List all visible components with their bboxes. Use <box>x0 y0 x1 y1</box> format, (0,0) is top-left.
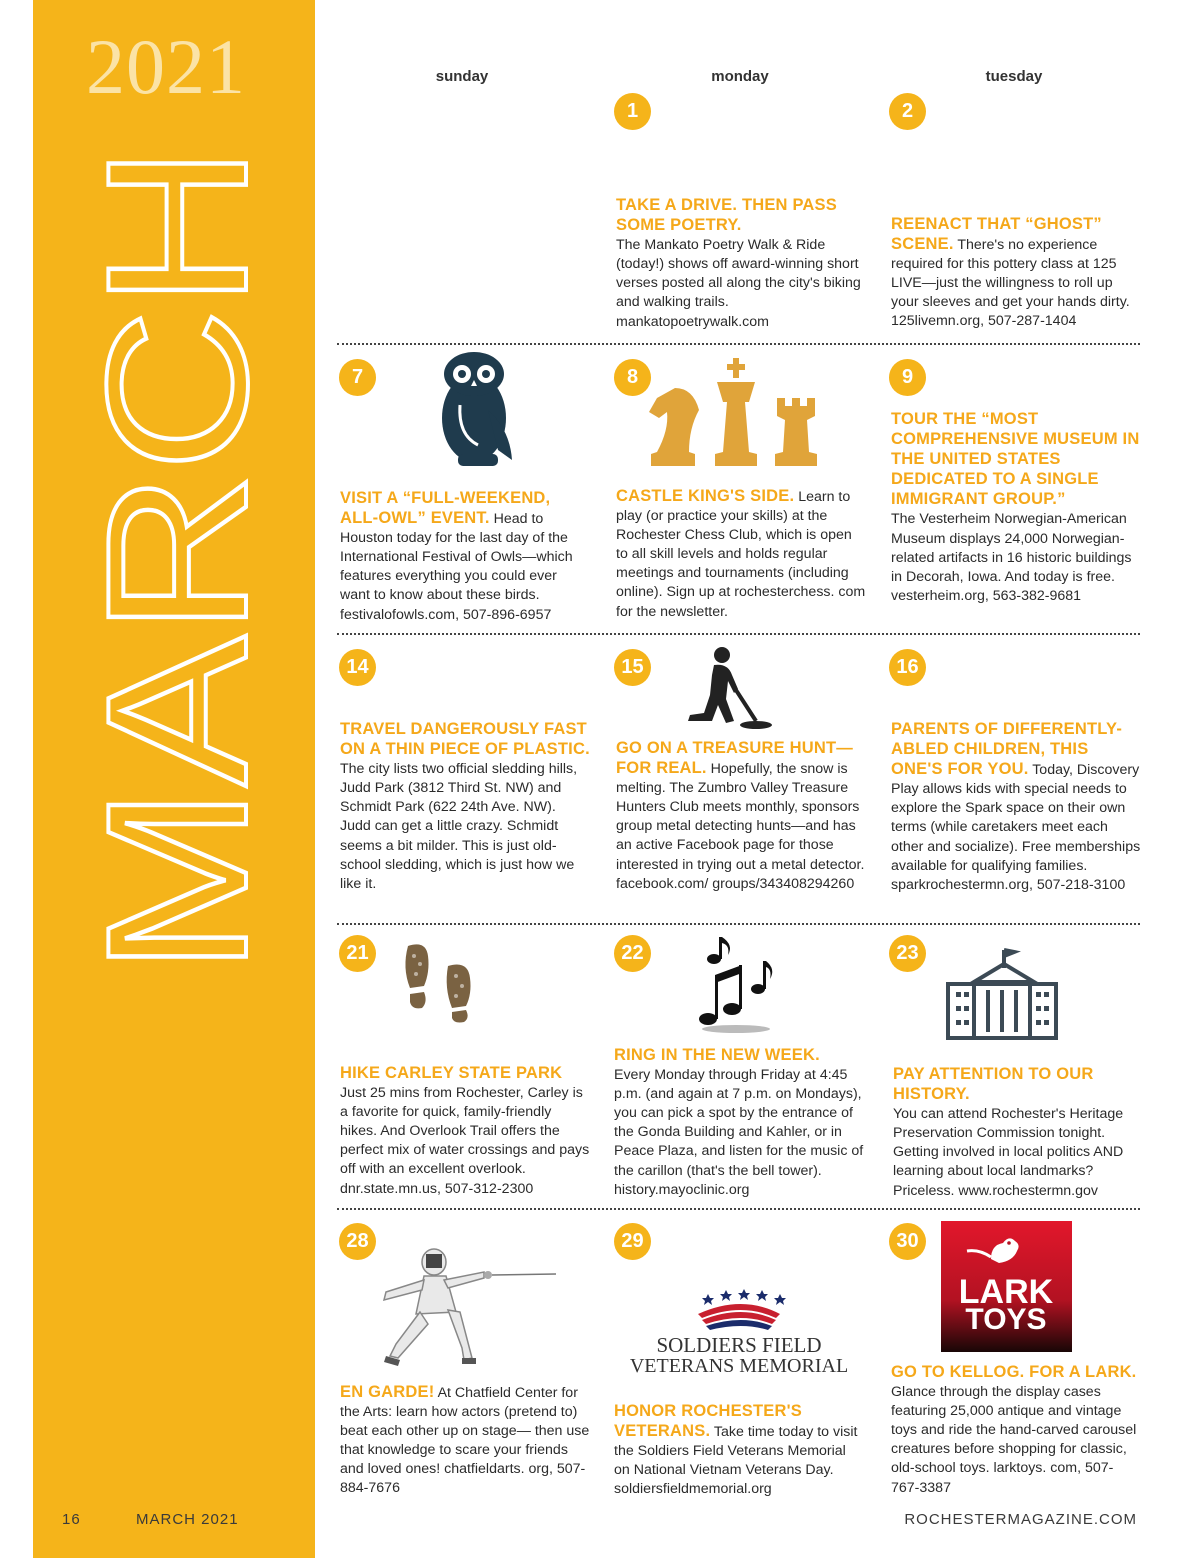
government-building-icon <box>944 946 1060 1042</box>
entry-title: GO TO KELLOG. FOR A LARK. <box>891 1363 1137 1381</box>
entry-day-16 <box>891 720 1141 895</box>
logo-line2: VETERANS MEMORIAL <box>629 1355 849 1377</box>
entry-body: Glance through the display cases featuring 25,000 antique and vintage toys and ride the hand-carved carousel creatures before shopping for classic, old-school toys. larktoys. com, 507-767-3387 <box>891 1384 1137 1496</box>
entry-body: The city lists two official sledding hills, Judd Park (3812 Third St. NW) and Schmidt Park (622 24th Ave. NW). Judd can get a little crazy. Schmidt seems a bit milder. This is just old-school sledding, which is just how we like it. <box>340 761 578 892</box>
entry-day-30 <box>891 1363 1141 1498</box>
entry-title: TOUR THE “MOST COMPREHENSIVE MUSEUM IN THE UNITED STATES DEDICATED TO A SINGLE IMMIGRANT GROUP.” <box>891 410 1140 509</box>
entry-day-28 <box>340 1383 590 1499</box>
entry-day-15 <box>616 739 866 894</box>
date-badge: 9 <box>889 359 926 396</box>
entry-day-22 <box>614 1046 864 1200</box>
date-badge: 15 <box>614 649 651 686</box>
month-title <box>66 140 289 980</box>
entry-body: Every Monday through Friday at 4:45 p.m. (and again at 7 p.m. on Mondays), you can pick a spot by the entrance of the Gonda Building and Kahler, or in Peace Plaza, and listen for the music of the carillon (that's the bell tower). history.mayoclinic.org <box>614 1067 864 1198</box>
date-badge: 2 <box>889 93 926 130</box>
entry-body: Take time today to visit the Soldiers Field Veterans Memorial on National Vietnam Veterans Day. soldiersfieldmemorial.org <box>614 1424 858 1498</box>
entry-body: Learn to play (or practice your skills) at the Rochester Chess Club, which is open to all skill levels and holds regular meetings and tournaments (including online). Sign up at rochesterchess. com for the newsletter. <box>616 489 866 620</box>
entry-title: GO ON A TREASURE HUNT— FOR REAL. <box>616 739 853 778</box>
entry-day-29 <box>614 1402 864 1499</box>
entry-body: The Mankato Poetry Walk & Ride (today!) shows off award-winning short verses posted all along the city's biking and walking trails. mankatopoetrywalk.com <box>616 237 861 330</box>
issue-label: MARCH 2021 <box>136 1511 239 1528</box>
row-divider <box>337 633 1140 635</box>
entry-title: REENACT THAT “GHOST” SCENE. <box>891 215 1102 254</box>
month-title-text: MARCH <box>66 241 289 975</box>
entry-title: PARENTS OF DIFFERENTLY-ABLED CHILDREN, THIS ONE'S FOR YOU. <box>891 720 1123 779</box>
entry-body: The Vesterheim Norwegian-American Museum displays 24,000 Norwegian-related artifacts in 16 historic buildings in Decorah, Iowa. And today is free. vesterheim.org, 563-382-9681 <box>891 511 1132 604</box>
music-notes-icon <box>694 935 776 1035</box>
logo-line2: TOYS <box>965 1303 1047 1336</box>
fencer-icon <box>376 1248 558 1370</box>
entry-title: CASTLE KING'S SIDE. <box>616 487 795 505</box>
entry-title: PAY ATTENTION TO OUR HISTORY. <box>893 1065 1094 1104</box>
lark-toys-logo <box>941 1221 1072 1352</box>
date-badge: 14 <box>339 649 376 686</box>
date-badge: 22 <box>614 935 651 972</box>
entry-body: Today, Discovery Play allows kids with special needs to explore the Spark space on their own terms (while caretakers meet each other and socialize). Free memberships available for qualifying families. sparkrochestermn.org, 507-218-3100 <box>891 762 1141 893</box>
year-title: 2021 <box>86 23 246 110</box>
entry-day-7 <box>340 489 590 625</box>
date-badge: 23 <box>889 935 926 972</box>
logo-line1: LARK <box>958 1273 1054 1311</box>
day-header-tuesday: tuesday <box>985 68 1043 85</box>
row-divider <box>337 1208 1140 1210</box>
day-header-sunday: sunday <box>435 68 489 85</box>
row-divider <box>337 343 1140 345</box>
soldiers-field-logo <box>629 1286 849 1378</box>
entry-title: RING IN THE NEW WEEK. <box>614 1046 820 1064</box>
entry-body: There's no experience required for this pottery class at 125 LIVE—just the willingness to roll up your sleeves and get your hands dirty. 125livemn.org, 507-287-1404 <box>891 237 1130 330</box>
page-number: 16 <box>62 1511 81 1528</box>
entry-day-2 <box>891 215 1141 332</box>
date-badge: 30 <box>889 1223 926 1260</box>
entry-body: Just 25 mins from Rochester, Carley is a favorite for quick, family-friendly hikes. And Overlook Trail offers the perfect mix of water crossings and pays off with an excellent overlook. dnr.state.mn.us, 507-312-2300 <box>340 1085 590 1197</box>
entry-day-9 <box>891 410 1141 606</box>
date-badge: 28 <box>339 1223 376 1260</box>
site-url[interactable]: ROCHESTERMAGAZINE.COM <box>904 1511 1137 1528</box>
metal-detector-icon <box>684 645 774 733</box>
entry-day-23 <box>893 1065 1143 1201</box>
date-badge: 21 <box>339 935 376 972</box>
row-divider <box>337 923 1140 925</box>
entry-title: HONOR ROCHESTER'S VETERANS. <box>614 1402 802 1441</box>
footprints-icon <box>398 942 482 1024</box>
date-badge: 7 <box>339 359 376 396</box>
chess-pieces-icon <box>645 358 831 470</box>
entry-title: TRAVEL DANGEROUSLY FAST ON A THIN PIECE OF PLASTIC. <box>340 720 590 759</box>
date-badge: 29 <box>614 1223 651 1260</box>
owl-icon <box>438 350 518 470</box>
entry-body: At Chatfield Center for the Arts: learn how actors (pretend to) beat each other up on stage— then use that knowledge to scare your friends and loved ones! chatfieldarts. org, 507-884-7676 <box>340 1385 590 1497</box>
entry-day-1 <box>616 196 866 332</box>
date-badge: 8 <box>614 359 651 396</box>
entry-body: You can attend Rochester's Heritage Preservation Commission tonight. Getting involved in local politics AND learning about local landmarks? Priceless. www.rochestermn.gov <box>893 1106 1124 1199</box>
entry-body: Head to Houston today for the last day of the International Festival of Owls—which features everything you could ever want to know about these birds. festivalofowls.com, 507-896-6957 <box>340 511 573 623</box>
entry-title: EN GARDE! <box>340 1383 435 1401</box>
date-badge: 16 <box>889 649 926 686</box>
entry-body: Hopefully, the snow is melting. The Zumbro Valley Treasure Hunters Club meets monthly, sponsors group metal detecting hunts—and has an active Facebook page for those interested in trying out a metal detector. facebook.com/ groups/343408294260 <box>616 761 865 892</box>
day-header-monday: monday <box>711 68 769 85</box>
entry-title: HIKE CARLEY STATE PARK <box>340 1064 563 1082</box>
entry-title: TAKE A DRIVE. THEN PASS SOME POETRY. <box>616 196 837 235</box>
logo-line1: SOLDIERS FIELD <box>656 1333 822 1357</box>
entry-title: VISIT A “FULL-WEEKEND, ALL-OWL” EVENT. <box>340 489 551 528</box>
entry-day-14 <box>340 720 590 894</box>
entry-day-8 <box>616 487 866 622</box>
date-badge: 1 <box>614 93 651 130</box>
entry-day-21 <box>340 1064 590 1199</box>
